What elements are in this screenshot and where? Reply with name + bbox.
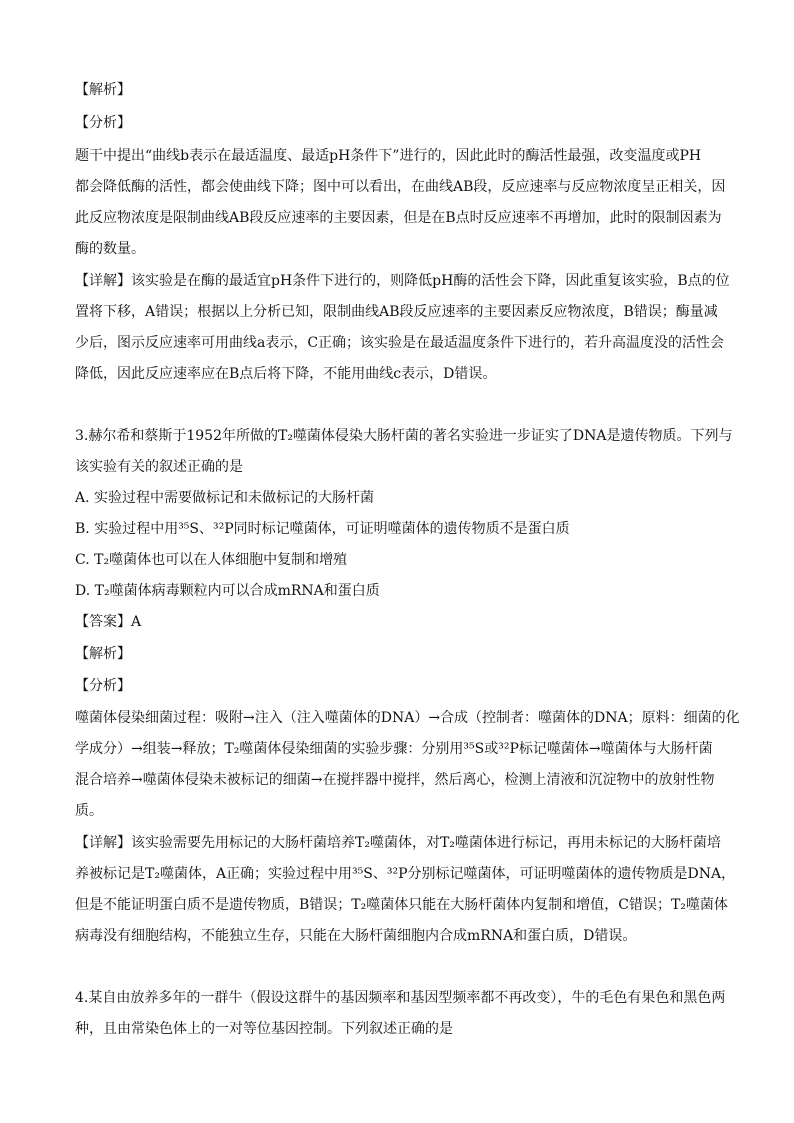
text-line: 【解析】 [75,646,131,662]
text-line: 质。 [75,803,103,819]
text-line: 【详解】该实验是在酶的最适宜pH条件下进行的，则降低pH酶的活性会下降，因此重复该实验，B点的位 [75,273,730,289]
text-line: 【详解】该实验需要先用标记的大肠杆菌培养T₂噬菌体，对T₂噬菌体进行标记，再用未标记的大肠杆菌培 [75,835,721,851]
text-line: B. 实验过程中用³⁵S、³²P同时标记噬菌体，可证明噬菌体的遗传物质不是蛋白质 [75,521,570,537]
text-line: 【解析】 [75,82,131,98]
text-line: 养被标记是T₂噬菌体，A正确；实验过程中用³⁵S、³²P分别标记噬菌体，可证明噬菌体的遗传物质是DNA， [75,866,736,882]
text-line: 混合培养→噬菌体侵染未被标记的细菌→在搅拌器中搅拌，然后离心，检测上清液和沉淀物中的放射性物 [75,772,715,788]
text-line: 置将下移，A错误；根据以上分析已知，限制曲线AB段反应速率的主要因素反应物浓度，B错误；酶量减 [75,304,718,320]
text-line: 该实验有关的叙述正确的是 [75,459,243,475]
text-line: 【答案】A [75,614,142,630]
text-line: C. T₂噬菌体也可以在人体细胞中复制和增殖 [75,552,348,568]
text-line: 少后，图示反应速率可用曲线a表示，C正确；该实验是在最适温度条件下进行的，若升高温度没的活性会 [75,335,725,351]
text-line: 但是不能证明蛋白质不是遗传物质，B错误；T₂噬菌体只能在大肠杆菌体内复制和增值，C错误；T₂噬菌体 [75,897,728,913]
text-line: 噬菌体侵染细菌过程：吸附→注入（注入噬菌体的DNA）→合成（控制者：噬菌体的DNA；原料：细菌的化 [75,710,740,726]
text-line: 【分析】 [75,678,131,694]
text-line: A. 实验过程中需要做标记和未做标记的大肠杆菌 [75,490,375,506]
text-line: 【分析】 [75,115,131,131]
text-line: 病毒没有细胞结构，不能独立生存，只能在大肠杆菌细胞内合成mRNA和蛋白质，D错误。 [75,928,637,944]
text-line: 种，且由常染色体上的一对等位基因控制。下列叙述正确的是 [75,1021,453,1037]
text-line: 酶的数量。 [75,241,145,257]
text-line: 题干中提出“曲线b表示在最适温度、最适pH条件下”进行的，因此此时的酶活性最强，改变温度或PH [75,148,702,164]
text-line: 3.赫尔希和蔡斯于1952年所做的T₂噬菌体侵染大肠杆菌的著名实验进一步证实了DNA是遗传物质。下列与 [75,428,733,444]
text-line: D. T₂噬菌体病毒颗粒内可以合成mRNA和蛋白质 [75,583,380,599]
text-line: 学成分）→组装→释放；T₂噬菌体侵染细菌的实验步骤：分别用³⁵S或³²P标记噬菌体→噬菌体与大肠杆菌 [75,741,713,757]
text-line: 4.某自由放养多年的一群牛（假设这群牛的基因频率和基因型频率都不再改变），牛的毛色有果色和黑色两 [75,990,726,1006]
text-line: 都会降低酶的活性，都会使曲线下降；图中可以看出，在曲线AB段，反应速率与反应物浓度呈正相关，因 [75,179,726,195]
text-line: 此反应物浓度是限制曲线AB段反应速率的主要因素，但是在B点时反应速率不再增加，此时的限制因素为 [75,210,722,226]
text-line: 降低，因此反应速率应在B点后将下降，不能用曲线c表示，D错误。 [75,366,497,382]
